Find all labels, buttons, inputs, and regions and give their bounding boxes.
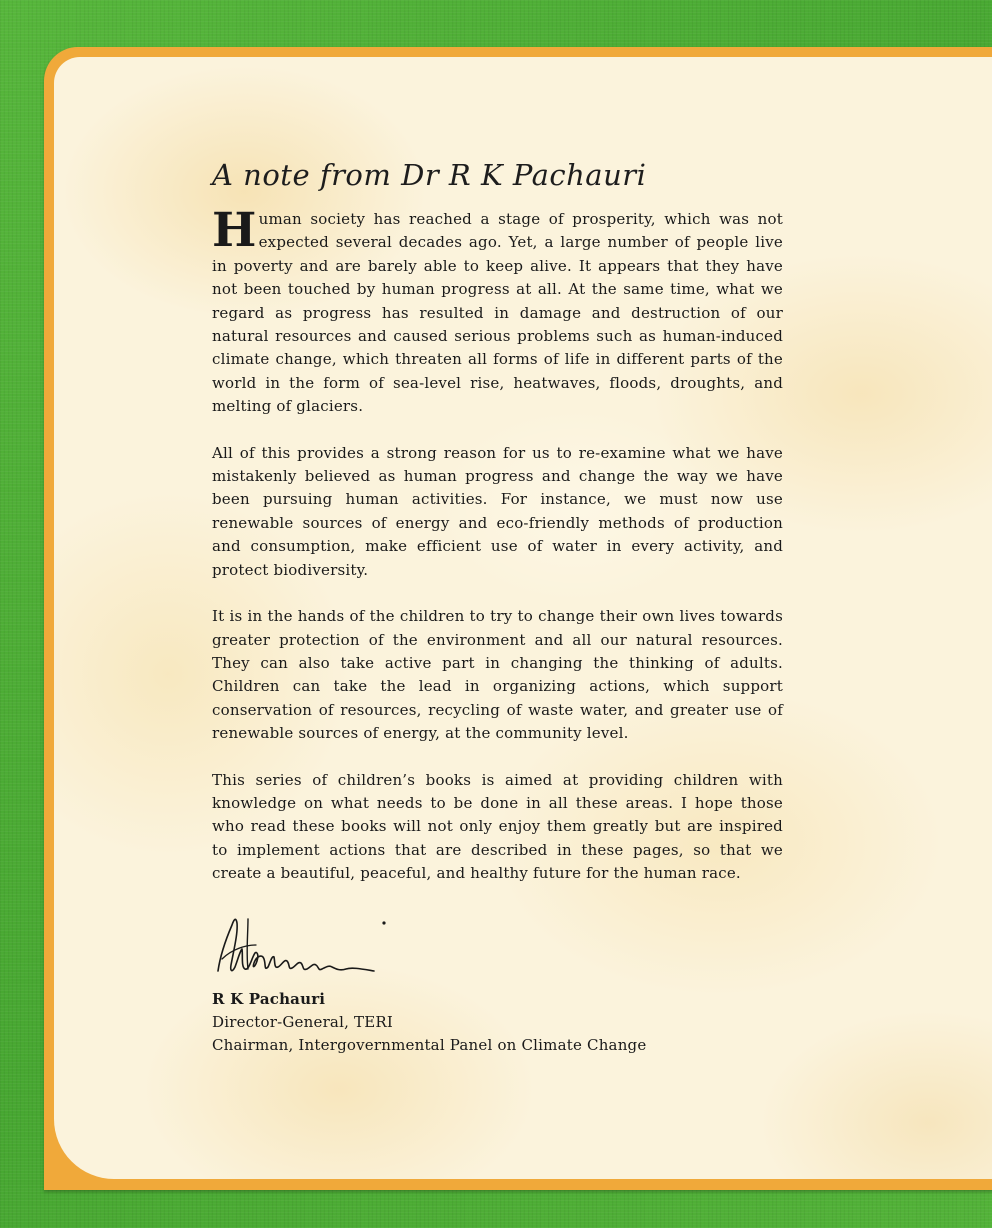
paragraph-4: This series of children’s books is aimed at providing children with knowledge on what needs to be done in all these areas. I hope those who read these books will not only enjoy them greatly but are inspired to implement actions that are described in these pages, so that we create a beautiful, peaceful, and healthy future for the human race. (212, 770, 783, 883)
signatory-name: R K Pachauri (212, 989, 326, 1008)
paragraph-3: It is in the hands of the children to try to change their own lives towards greater protection of the environment and all our natural resources. They can also take active part in changing the thinking of adults. Children can take the lead in organizing actions, which support conservation of resources, recycling of waste water, and greater use of renewable sources of energy, at the community level. (212, 607, 783, 743)
signatory-role-ipcc: Chairman, Intergovernmental Panel on Climate Change (212, 1036, 647, 1055)
signatory-block (212, 988, 783, 1058)
paragraph-1 (212, 203, 783, 419)
note-content (212, 150, 783, 1058)
paragraph-1-text: uman society has reached a stage of prosperity, which was not expected several decades ago. Yet, a large number of people live in poverty and are barely able to keep alive. It appears that they have not been touched by human progress at all. At the same time, what we regard as progress has resulted in damage and destruction of our natural resources and caused serious problems such as human-induced climate change, which threaten all forms of life in different parts of the world in the form of sea-level rise, heatwaves, floods, droughts, and melting of glaciers. (212, 210, 783, 416)
drop-cap: H (212, 203, 257, 258)
paragraph-2: All of this provides a strong reason for us to re-examine what we have mistakenly believed as human progress and change the way we have been pursuing human activities. For instance, we must now use renewable sources of energy and eco-friendly methods of production and consumption, make efficient use of water in every activity, and protect biodiversity. (212, 443, 783, 579)
handwritten-signature (212, 909, 392, 985)
note-title: A note from Dr R K Pachauri (212, 158, 647, 192)
signatory-role-teri: Director-General, TERI (212, 1012, 393, 1031)
